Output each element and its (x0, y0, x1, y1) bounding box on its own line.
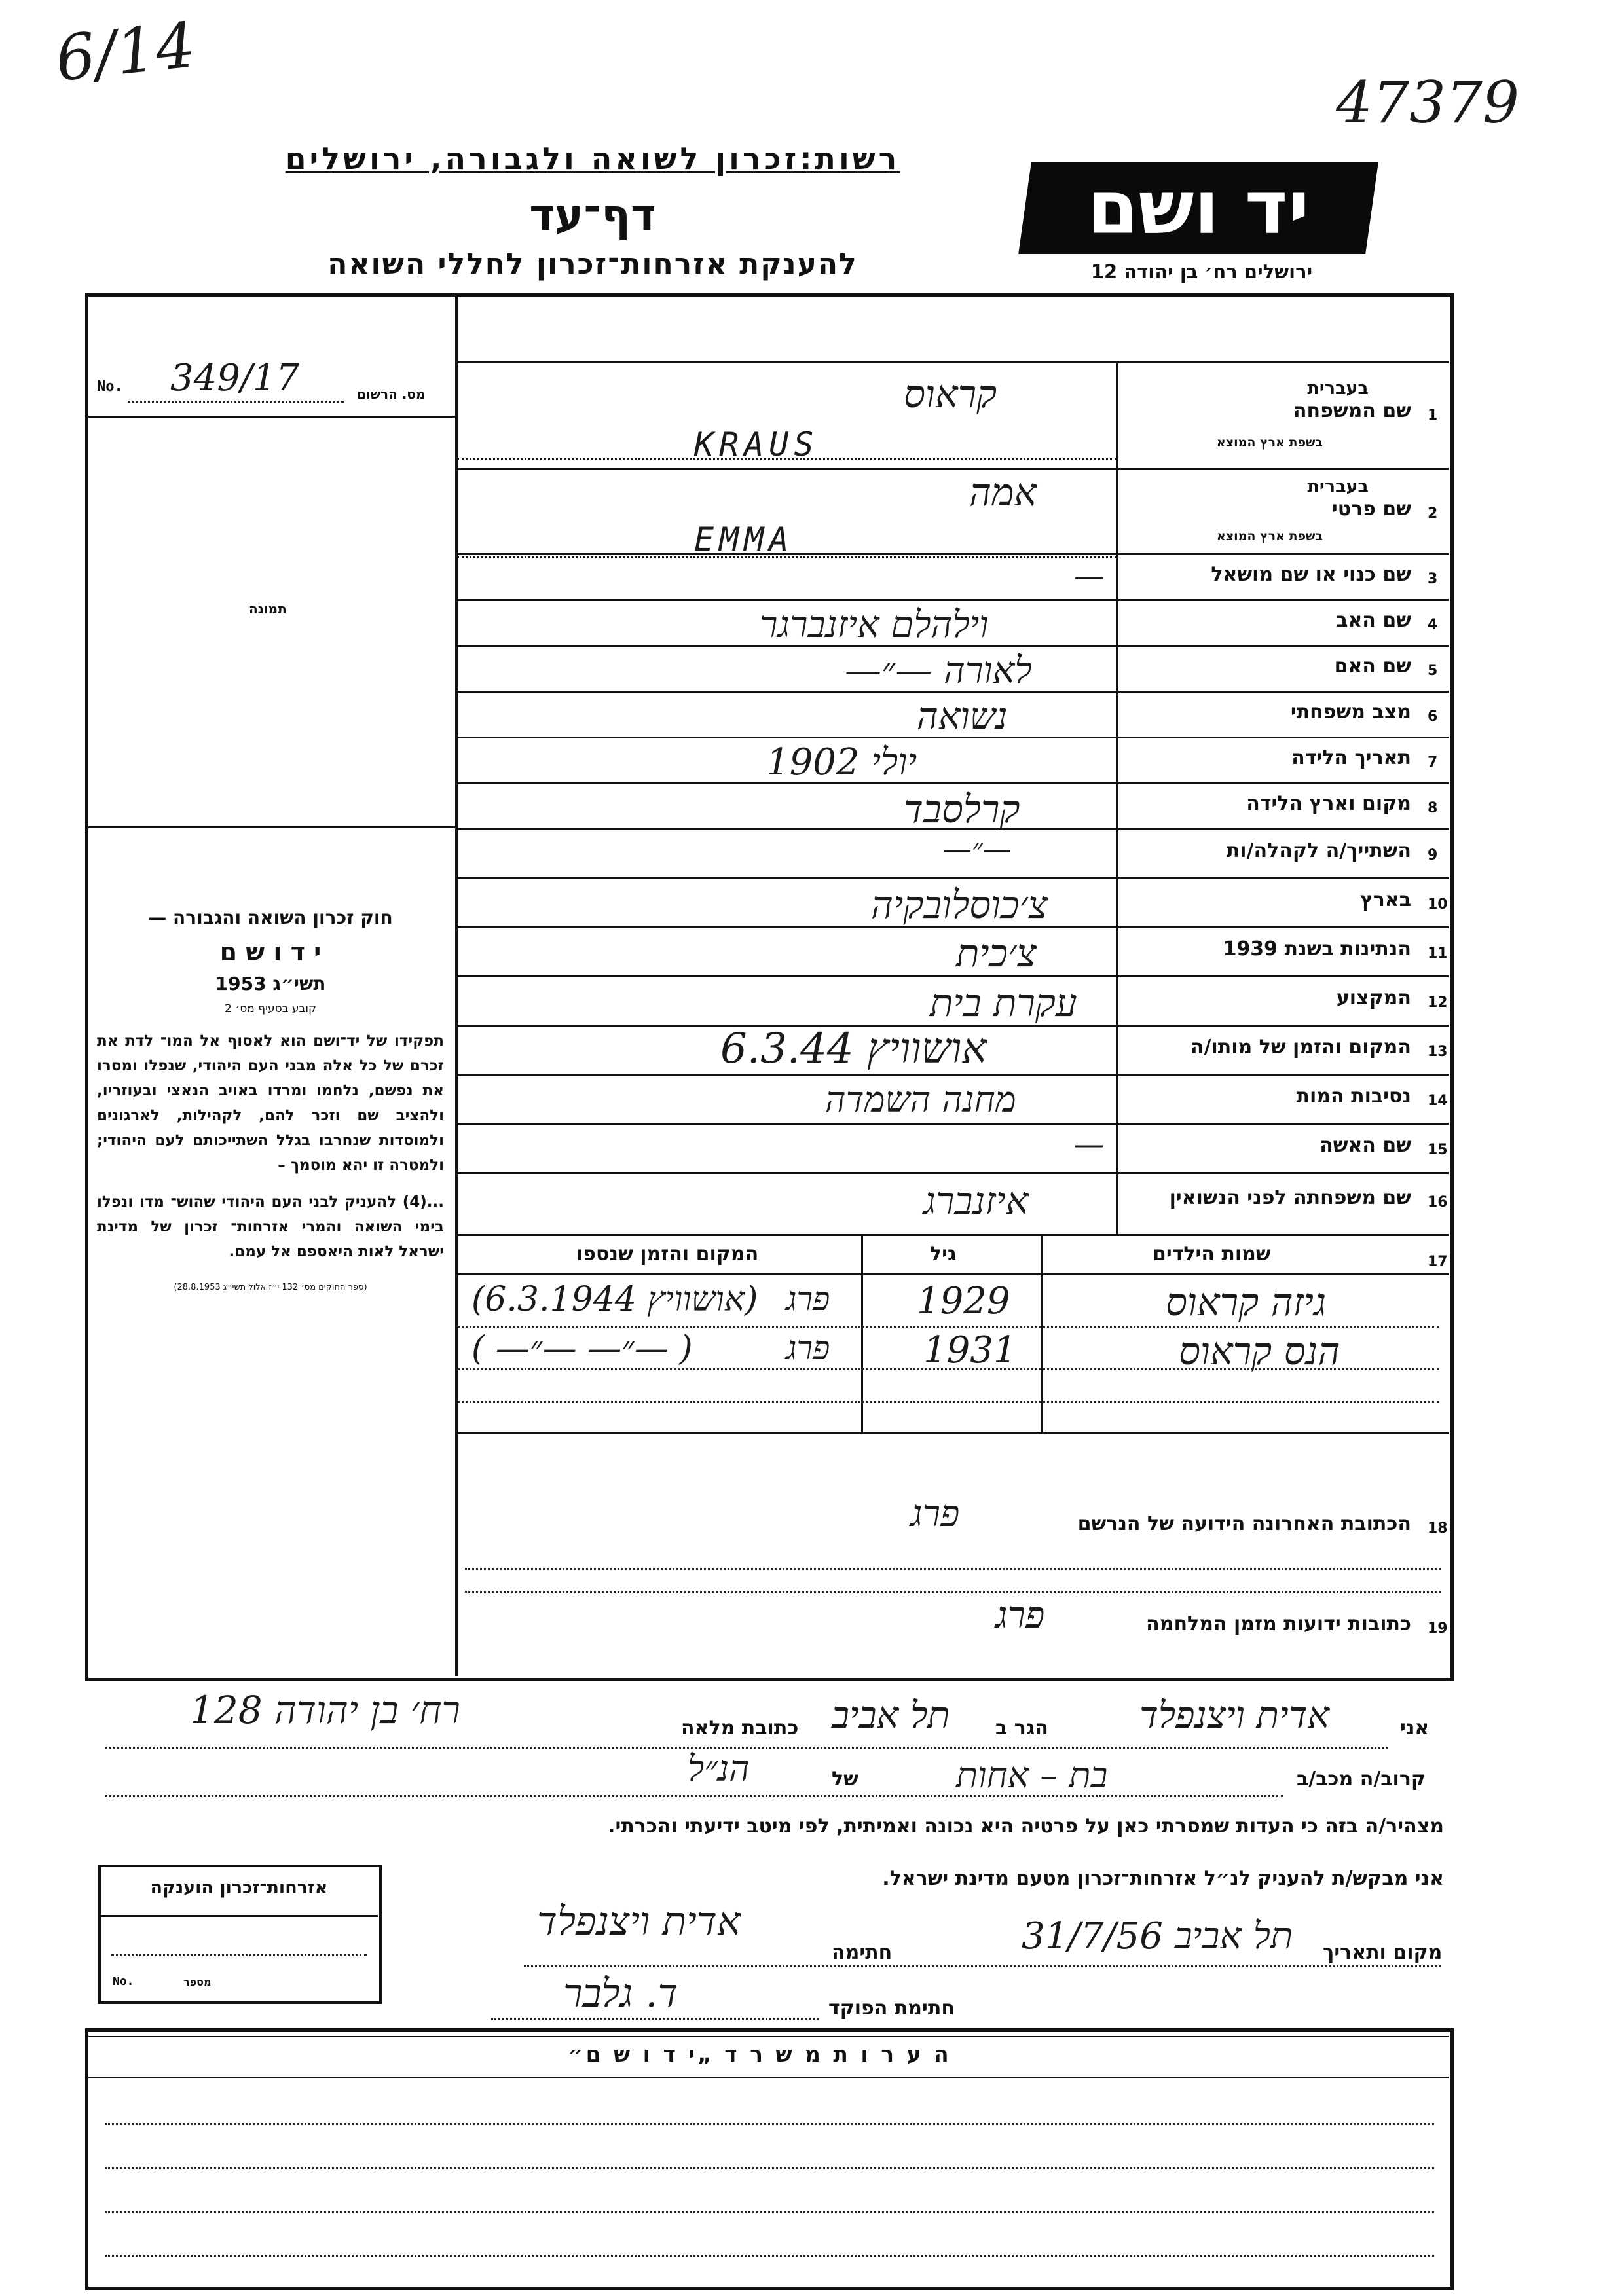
field-label-family-name: שם המשפחה (1293, 399, 1411, 422)
field-number: 17 (1428, 1254, 1448, 1270)
child-death: ( —״— —״— ) (471, 1329, 693, 1368)
field-label-birth-place: מקום וארץ הלידה (1246, 792, 1411, 815)
wartime-address-label: כתובות ידועות מזמן המלחמה (1146, 1613, 1411, 1635)
statement-request: אני מבקש/ת להעניק לנ״ל אזרחות־זכרון מטעם מדינת ישראל. (882, 1867, 1444, 1890)
value-first-name-lat: EMMA (694, 520, 794, 558)
value-maiden-name: איזנברג (923, 1178, 1029, 1223)
file-number: 47379 (1336, 69, 1519, 136)
law-section: קובע בסעיף מס׳ 2 (224, 1002, 317, 1015)
children-col-age: גיל (930, 1243, 957, 1266)
law-reference: (ספר החוקים מס׳ 132 י״ז אלול תשי״ג 28.8.1953) (174, 1283, 367, 1292)
field-number: 4 (1428, 617, 1438, 633)
field-label-nickname: שם כנוי או שם מושאל (1211, 563, 1411, 586)
value-country: צ׳כוסלובקיה (871, 883, 1048, 927)
field-label-country: בארץ (1359, 888, 1411, 911)
value-birth-place: קרלסבד (904, 787, 1020, 831)
relation-of-label: של (832, 1768, 858, 1791)
value-death-circumstances: מחנה השמדה (825, 1079, 1016, 1120)
child-name: גיזה קראוס (1166, 1280, 1327, 1324)
form-name: דף־עד (529, 190, 656, 240)
value-birth-date: יולי 1902 (766, 741, 917, 784)
relation-of-value: הנ״ל (688, 1748, 750, 1789)
field-number: 2 (1428, 505, 1438, 522)
law-year: תשי״ג 1953 (215, 973, 326, 994)
wartime-address-value: פרג (995, 1594, 1045, 1637)
field-number: 18 (1428, 1520, 1448, 1537)
declarant-city: תל אביב (832, 1694, 950, 1737)
value-profession: עקרת בית (930, 981, 1077, 1025)
field-number: 13 (1428, 1044, 1448, 1060)
law-name: י ד ו ש ם (219, 938, 322, 966)
declarant-signature: אדית ויצנפלד (537, 1899, 741, 1944)
place-date-value: תל אביב 31/7/56 (1022, 1915, 1293, 1958)
child-city: פרג (786, 1280, 830, 1318)
field-number: 19 (1428, 1620, 1448, 1637)
law-title: חוק זכרון השואה והגבורה — (148, 907, 393, 928)
field-label-marital-status: מצב משפחתי (1290, 701, 1411, 723)
declarant-resides-label: הגר ב (995, 1717, 1048, 1740)
corner-note: 6/14 (52, 9, 199, 96)
field-label-first-name: שם פרטי (1331, 498, 1411, 520)
field-number: 15 (1428, 1142, 1448, 1158)
value-family-name-lat: KRAUS (694, 426, 819, 464)
officer-signature-label: חתימת הפוקד (828, 1997, 955, 2020)
field-number: 1 (1428, 407, 1438, 424)
statement-truth: מצהיר/ה בזה כי העדות שמסרתי כאן על פרטיה היא נכונה ואמיתית, לפי מיטב ידיעתי והכרתי. (608, 1815, 1444, 1838)
field-number: 11 (1428, 945, 1448, 962)
field-label-mother-name: שם האם (1334, 655, 1411, 678)
signature-label: חתימה (832, 1941, 893, 1964)
field-number: 7 (1428, 754, 1438, 771)
declarant-ani-label: אני (1400, 1717, 1430, 1740)
logo-text: יד ושם (1087, 166, 1310, 251)
field-label-death-place-time: המקום והזמן של מותו/ה (1190, 1036, 1411, 1059)
field-number: 10 (1428, 896, 1448, 913)
child-name: הנס קראוס (1179, 1329, 1340, 1374)
field-number: 3 (1428, 571, 1438, 587)
citizenship-no-label: No. (113, 1975, 134, 1988)
child-death: (6.3.1944 אושוויץ) (471, 1280, 758, 1319)
value-death-place-time: אושוויץ 6.3.44 (720, 1025, 987, 1073)
children-col-place: המקום והזמן שנספו (576, 1243, 759, 1266)
label-divider (1116, 361, 1118, 1235)
yad-vashem-logo (1018, 162, 1378, 254)
value-mother-name: לאורה —״— (845, 649, 1032, 692)
child-city: פרג (786, 1329, 830, 1367)
field-number: 6 (1428, 708, 1438, 725)
reg-no-label: No. (97, 378, 123, 395)
declarant-address: רח׳ בן יהודה 128 (190, 1688, 460, 1732)
value-wife-name: — (1074, 1126, 1104, 1161)
field-label-birth-date: תאריך הלידה (1291, 746, 1411, 769)
lang-hebrew-label: בעברית (1307, 477, 1369, 497)
reg-no-value: 349/17 (170, 357, 300, 399)
citizenship-num-label: מספר (183, 1976, 212, 1988)
field-number: 14 (1428, 1093, 1448, 1109)
reg-no-heb-label: מס. הרשום (357, 386, 426, 402)
law-paragraph-2: ...(4) להעניק לבני העם היהודי שהוש־ מדו ונפלו בימי השואה והמרי אזרחות־ זכרון של מדינת ישראל לאות היאספם אל עמם. (97, 1194, 444, 1260)
last-address-value: פרג (910, 1493, 960, 1535)
field-number: 8 (1428, 800, 1438, 816)
last-address-label: הכתובת האחרונה הידועה של הנרשם (1077, 1512, 1411, 1535)
field-label-death-circumstances: נסיבות המות (1296, 1085, 1411, 1108)
relation-label: קרוב/ה מכב/ב (1297, 1768, 1426, 1791)
field-number: 5 (1428, 663, 1438, 679)
photo-label: תמונה (249, 601, 287, 617)
children-col-names: שמות הילדים (1153, 1243, 1271, 1266)
field-label-father-name: שם האב (1336, 609, 1411, 632)
field-label-nationality-1939: הנתינות בשנת 1939 (1223, 938, 1411, 960)
authority-title: רשות:זכרון לשואה ולגבורה, ירושלים (285, 141, 900, 176)
remarks-frame (85, 2028, 1454, 2290)
lang-origin-label: בשפת ארץ המוצא (1216, 435, 1323, 450)
lang-hebrew-label: בעברית (1307, 378, 1369, 399)
value-community: —״— (943, 833, 1012, 866)
citizenship-box-title: אזרחות־זכרון הוענקה (150, 1878, 328, 1898)
officer-signature: ד. גלבר (563, 1971, 678, 2016)
place-date-label: מקום ותאריך (1323, 1941, 1443, 1964)
child-age: 1929 (917, 1280, 1010, 1322)
full-address-label: כתובת מלאה (681, 1717, 799, 1740)
field-label-maiden-name: שם משפחתה לפני הנשואין (1169, 1186, 1411, 1209)
value-nickname: — (1074, 558, 1104, 593)
form-purpose: להענקת אזרחות־זכרון לחללי השואה (327, 247, 858, 281)
field-label-wife-name: שם האשה (1320, 1134, 1411, 1157)
field-number: 16 (1428, 1194, 1448, 1211)
child-age: 1931 (923, 1329, 1017, 1372)
law-paragraph-1: תפקידו של יד־ושם הוא לאסוף אל המו־ לדת את זכרם של כל אלה מבני העם היהודי, שנפלו ומסרו את נפשם, נלחמו ומרדו באויב הנאצי ובעוזריו, ולהציב שם וזכר להם, לקהילות, לארגונים ולמוסדות שנחרבו בגלל השתייכותם לעם היהודי; ולמטרה זו יהא מוסמך – (97, 1032, 444, 1174)
field-number: 12 (1428, 994, 1448, 1011)
relation-value: בת – אחות (956, 1755, 1108, 1796)
logo-address: ירושלים רח׳ בן יהודה 12 (1090, 261, 1313, 283)
value-marital-status: נשואה (917, 695, 1008, 738)
declarant-name: אדית ויצנפלד (1139, 1694, 1330, 1737)
column-divider (455, 295, 458, 1676)
value-family-name-heb: קראוס (904, 372, 997, 416)
value-father-name: וילהלם איזנברגר (760, 604, 989, 646)
remarks-title: ה ע ר ו ת מ ש ר ד „י ד ו ש ם״ (568, 2041, 951, 2067)
value-first-name-heb: אמה (969, 470, 1037, 515)
lang-origin-label: בשפת ארץ המוצא (1216, 529, 1323, 543)
field-label-profession: המקצוע (1336, 987, 1411, 1010)
value-nationality: צ׳כית (956, 931, 1037, 975)
field-number: 9 (1428, 847, 1438, 864)
field-label-community: השתייך/ה לקהלה/ות (1226, 839, 1411, 862)
